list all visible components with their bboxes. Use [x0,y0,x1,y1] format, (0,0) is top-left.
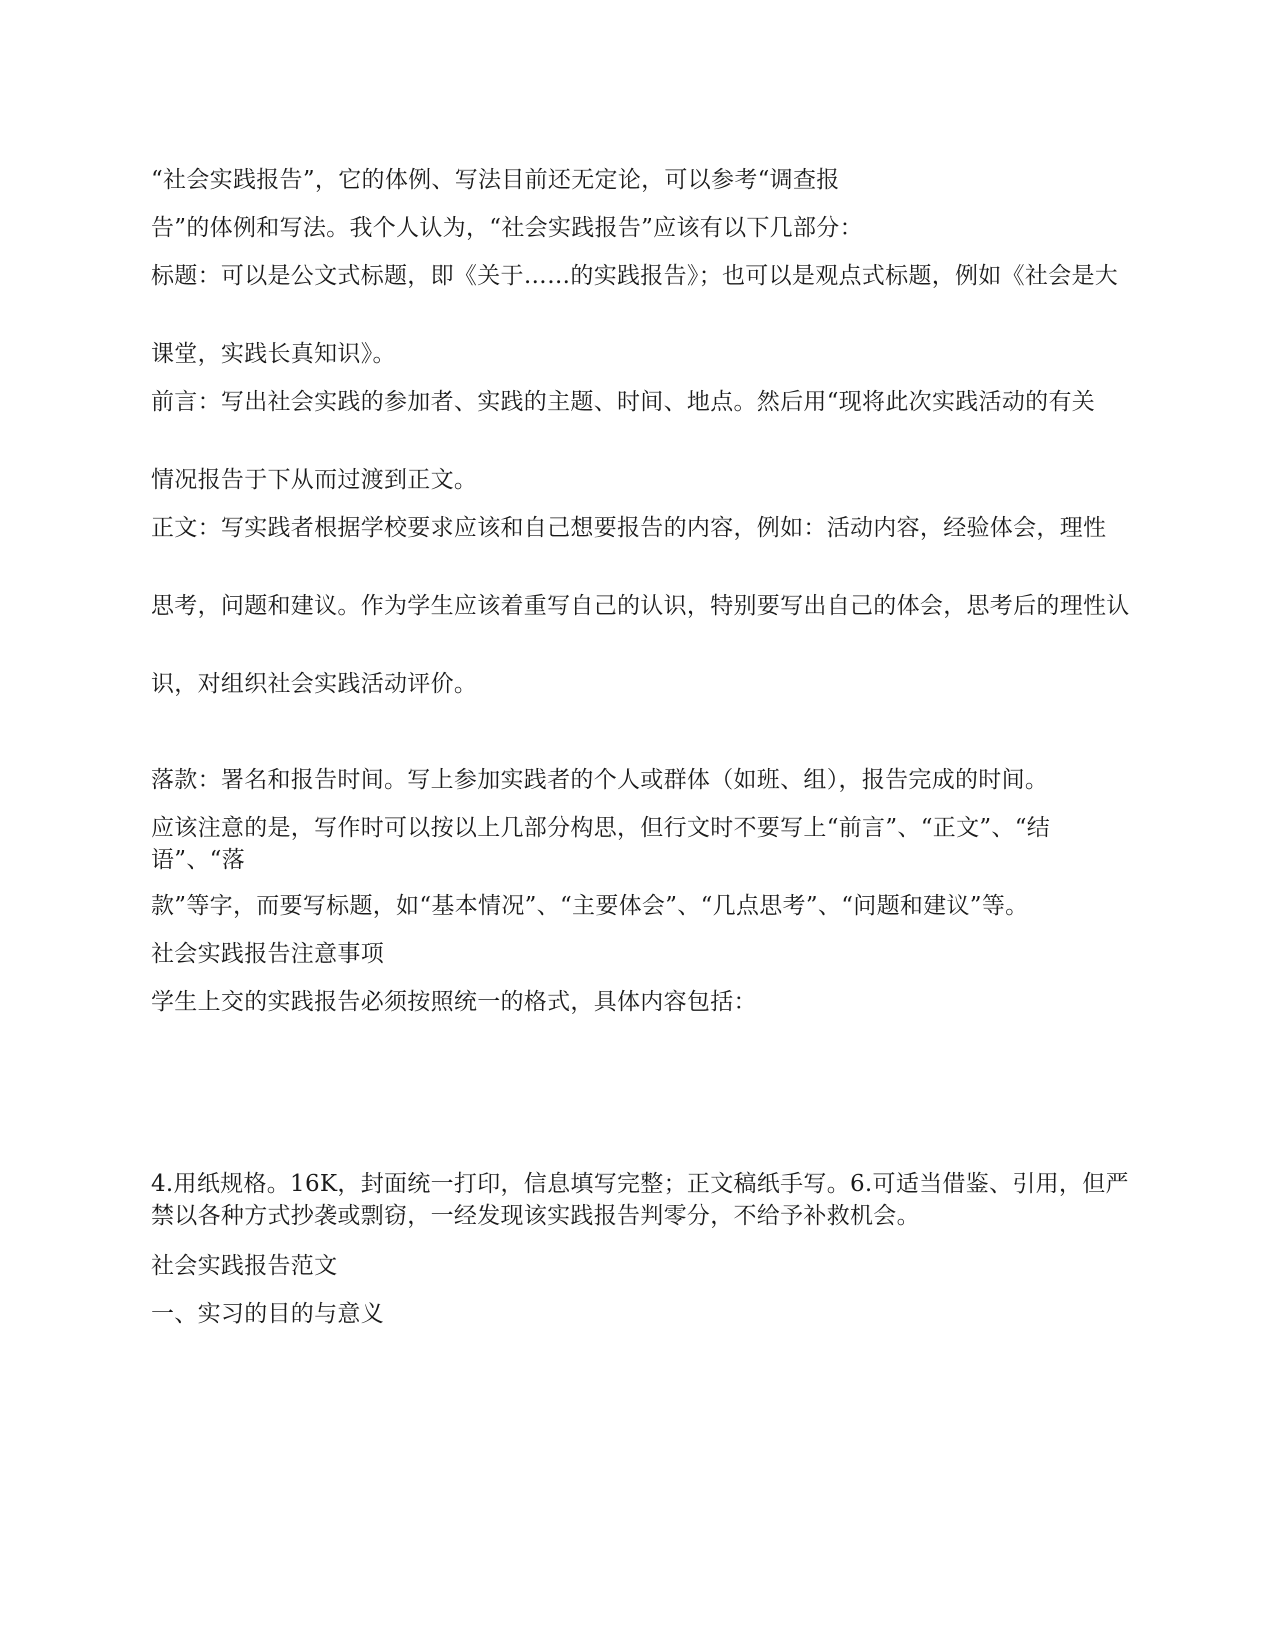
section-heading: 社会实践报告范文 [151,1253,338,1279]
section-heading: 一、实习的目的与意义 [151,1301,384,1327]
paragraph-line: 4.用纸规格。16K，封面统一打印，信息填写完整；正文稿纸手写。6.可适当借鉴、引用，但严禁以各种方式抄袭或剽窃，一经发现该实践报告判零分，不给予补救机会。 [151,1171,1129,1229]
paragraph-line: 识，对组织社会实践活动评价。 [151,671,478,697]
paragraph-line: 应该注意的是，写作时可以按以上几部分构思，但行文时不要写上“前言”、“正文”、“结语”、“落 [151,815,1051,873]
paragraph-line: 学生上交的实践报告必须按照统一的格式，具体内容包括： [151,989,757,1015]
paragraph-line: 情况报告于下从而过渡到正文。 [151,467,478,493]
paragraph-line: 落款：署名和报告时间。写上参加实践者的个人或群体（如班、组），报告完成的时间。 [151,767,1049,793]
paragraph-line: 款”等字，而要写标题，如“基本情况”、“主要体会”、“几点思考”、“问题和建议”等。 [151,893,1029,919]
paragraph-line: 正文：写实践者根据学校要求应该和自己想要报告的内容，例如：活动内容，经验体会，理性 [151,515,1107,541]
paragraph-line: 标题：可以是公文式标题，即《关于……的实践报告》；也可以是观点式标题，例如《社会是大 [151,263,1119,289]
paragraph-line: 告”的体例和写法。我个人认为，“社会实践报告”应该有以下几部分： [151,215,863,241]
section-heading: 社会实践报告注意事项 [151,941,384,967]
paragraph-line: 课堂，实践长真知识》。 [151,341,396,367]
paragraph-line: 前言：写出社会实践的参加者、实践的主题、时间、地点。然后用“现将此次实践活动的有关 [151,389,1096,415]
paragraph-line: “社会实践报告”，它的体例、写法目前还无定论，可以参考“调查报 [151,167,840,193]
paragraph-line: 思考，问题和建议。作为学生应该着重写自己的认识，特别要写出自己的体会，思考后的理性认 [151,593,1130,619]
